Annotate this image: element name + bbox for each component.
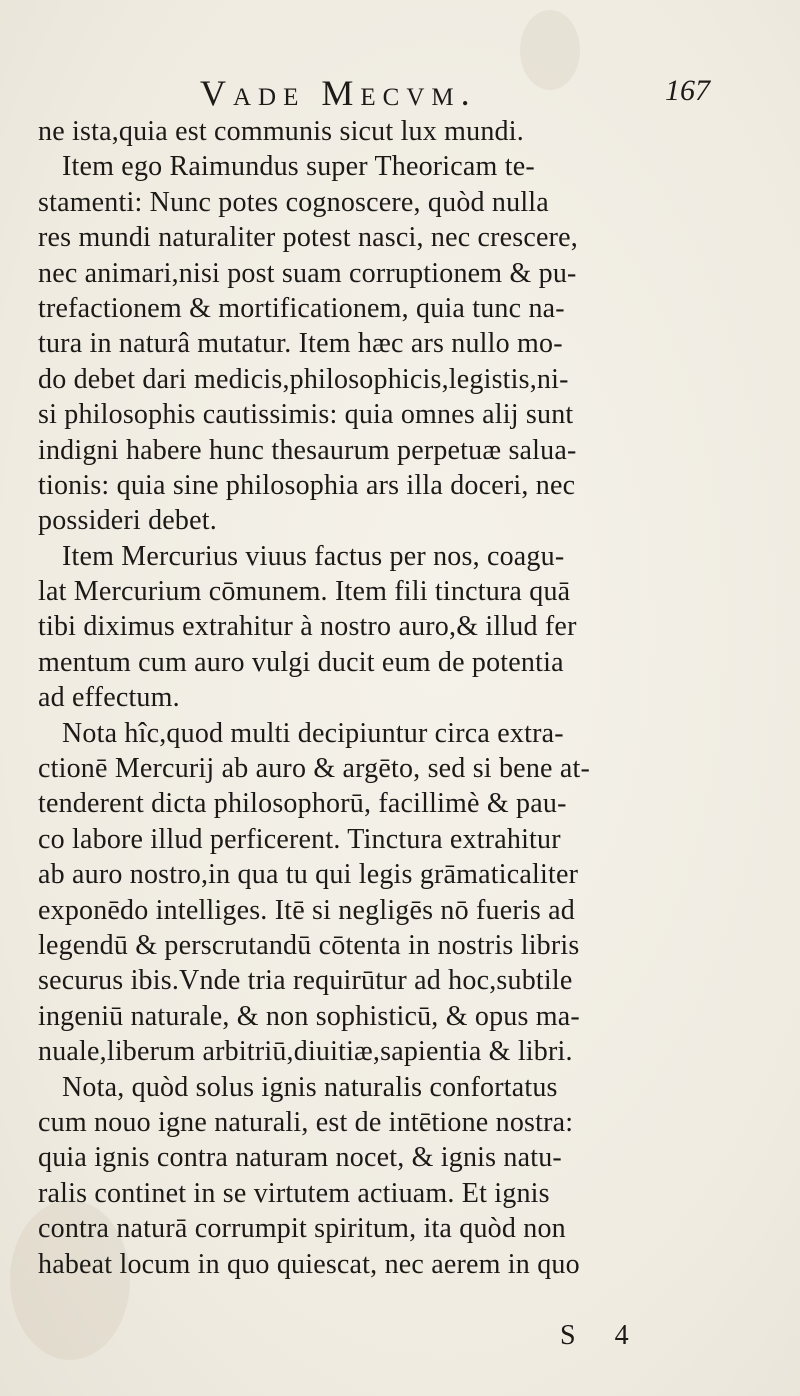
text-line: Item Mercurius viuus factus per nos, coagu- <box>62 540 565 572</box>
text-line: do debet dari medicis,philosophicis,legistis,ni- <box>38 363 569 395</box>
text-line: securus ibis.Vnde tria requirūtur ad hoc,subtile <box>38 965 573 997</box>
text-line: ne ista,quia est communis sicut lux mundi. <box>38 116 524 147</box>
text-line: quia ignis contra naturam nocet, & ignis natu- <box>38 1142 562 1174</box>
signature-mark: S 4 <box>560 1320 645 1351</box>
page-number: 167 <box>665 74 710 107</box>
text-line: legendū & perscrutandū cōtenta in nostris libris <box>38 929 580 961</box>
text-line: si philosophis cautissimis: quia omnes alij sunt <box>38 399 574 431</box>
text-line: ad effectum. <box>38 682 180 714</box>
text-line: ingeniū naturale, & non sophisticū, & opus ma- <box>38 1000 580 1032</box>
text-line: tibi diximus extrahitur à nostro auro,& illud fer <box>38 611 577 643</box>
text-line: tura in naturâ mutatur. Item hæc ars nullo mo- <box>38 328 563 360</box>
running-title: Vade Mecvm. <box>200 73 477 113</box>
text-line: tenderent dicta philosophorū, facillimè & pau- <box>38 788 567 820</box>
text-line: Item ego Raimundus super Theoricam te- <box>62 151 535 183</box>
text-line: exponēdo intelliges. Itē si negligēs nō fueris ad <box>38 894 576 926</box>
text-line: lat Mercurium cōmunem. Item fili tinctura quā <box>38 576 571 608</box>
text-line: mentum cum auro vulgi ducit eum de potentia <box>38 646 564 678</box>
page-header <box>200 72 720 116</box>
text-line: co labore illud perficerent. Tinctura extrahitur <box>38 823 561 855</box>
text-line: nuale,liberum arbitriū,diuitiæ,sapientia & libri. <box>38 1036 573 1068</box>
text-line: contra naturā corrumpit spiritum, ita quòd non <box>38 1213 566 1245</box>
text-line: possideri debet. <box>38 505 217 537</box>
text-line: Nota, quòd solus ignis naturalis confortatus <box>62 1071 558 1103</box>
text-line: indigni habere hunc thesaurum perpetuæ salua- <box>38 434 577 466</box>
text-line: nec animari,nisi post suam corruptionem & pu- <box>38 257 577 289</box>
text-line: ralis continet in se virtutem actiuam. Et ignis <box>38 1177 550 1209</box>
text-line: stamenti: Nunc potes cognoscere, quòd nulla <box>38 186 549 218</box>
text-line: habeat locum in quo quiescat, nec aerem in quo <box>38 1248 580 1280</box>
text-line: ctionē Mercurij ab auro & argēto, sed si bene at- <box>38 753 590 785</box>
text-line: ab auro nostro,in qua tu qui legis grāmaticaliter <box>38 859 579 891</box>
text-line: res mundi naturaliter potest nasci, nec crescere, <box>38 222 579 254</box>
text-line: tionis: quia sine philosophia ars illa doceri, nec <box>38 469 576 501</box>
body-text <box>38 114 738 1282</box>
text-line: trefactionem & mortificationem, quia tunc na- <box>38 292 565 324</box>
text-line: cum nouo igne naturali, est de intētione nostra: <box>38 1106 574 1138</box>
text-line: Nota hîc,quod multi decipiuntur circa extra- <box>62 717 564 749</box>
